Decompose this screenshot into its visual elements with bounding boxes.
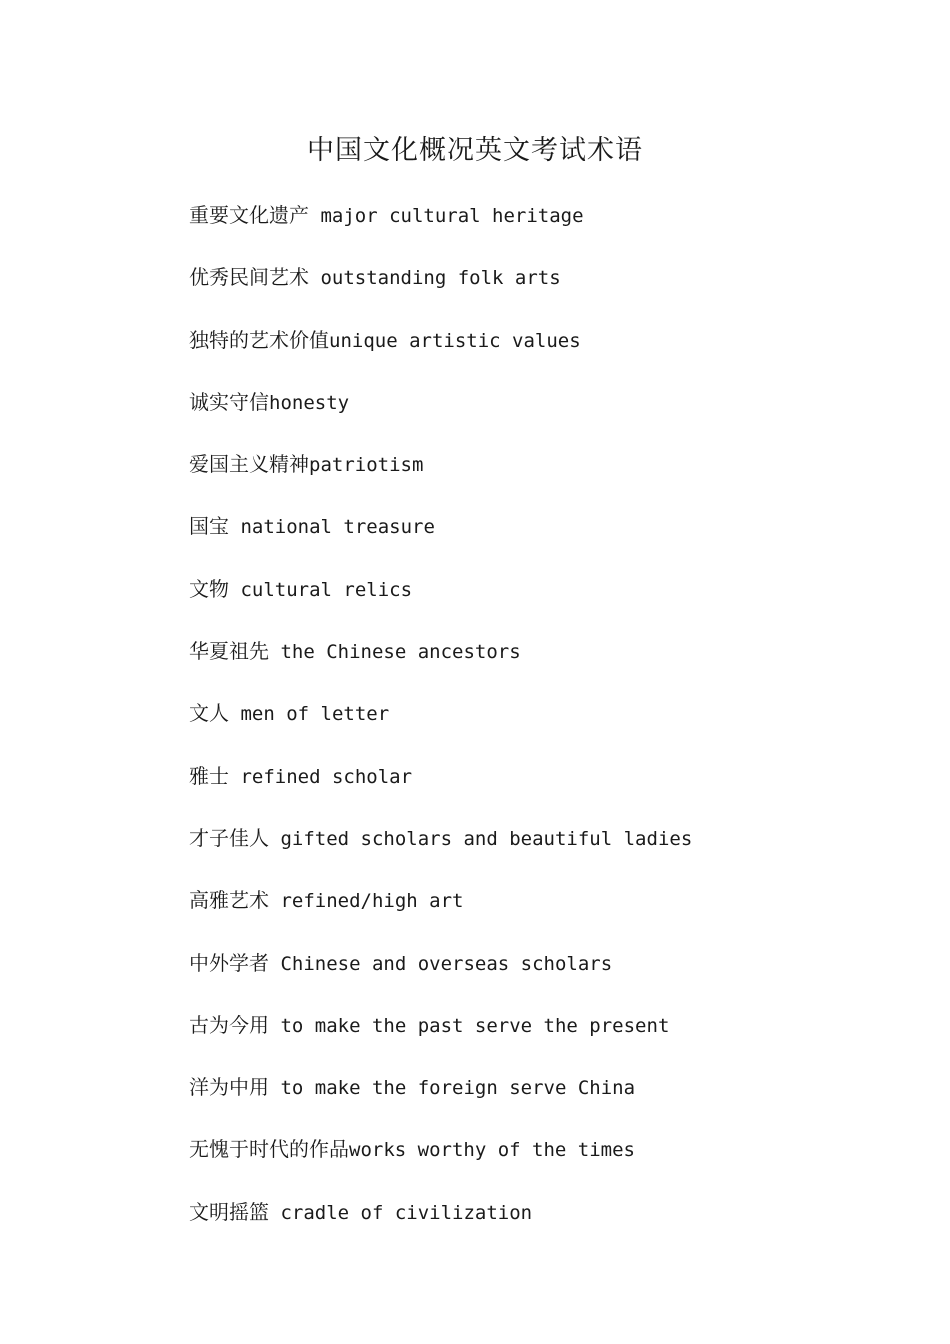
term-separator: [269, 953, 280, 975]
term-chinese: 独特的艺术价值: [189, 327, 329, 352]
term-chinese: 文物: [189, 576, 229, 601]
term-chinese: 重要文化遗产: [189, 203, 309, 227]
term-chinese: 古为今用: [189, 1012, 269, 1037]
term-english: national treasure: [240, 516, 435, 539]
term-english: honesty: [269, 391, 350, 414]
term-separator: [229, 516, 240, 538]
document-title: 中国文化概况英文考试术语: [307, 135, 643, 166]
term-separator: [269, 641, 280, 663]
term-chinese: 华夏祖先: [189, 639, 269, 664]
term-english: unique artistic values: [329, 329, 581, 352]
term-separator: [269, 828, 280, 850]
term-english: men of letter: [240, 703, 390, 726]
term-chinese: 诚实守信: [189, 389, 269, 414]
term-list: [189, 197, 909, 1256]
term-separator: [269, 1077, 280, 1099]
term-row: [189, 695, 909, 757]
term-english: outstanding folk arts: [320, 267, 561, 290]
term-english: to make the past serve the present: [280, 1014, 670, 1037]
term-chinese: 国宝: [189, 514, 229, 539]
term-chinese: 洋为中用: [189, 1075, 269, 1100]
term-chinese: 爱国主义精神: [189, 452, 309, 477]
term-chinese: 文明摇篮: [189, 1199, 269, 1224]
term-row: [189, 882, 909, 944]
term-chinese: 高雅艺术: [189, 888, 269, 913]
term-row: [189, 1069, 909, 1131]
term-separator: [309, 205, 320, 227]
term-row: [189, 322, 909, 384]
term-english: major cultural heritage: [320, 205, 584, 227]
term-separator: [269, 1015, 280, 1037]
term-english: cradle of civilization: [280, 1201, 533, 1224]
term-english: the Chinese ancestors: [280, 641, 521, 664]
term-chinese: 雅士: [189, 763, 229, 788]
term-separator: [229, 703, 240, 725]
term-english: to make the foreign serve China: [280, 1077, 636, 1100]
term-english: Chinese and overseas scholars: [280, 952, 613, 975]
term-row: [189, 1194, 909, 1256]
term-row: [189, 508, 909, 570]
term-chinese: 才子佳人: [189, 825, 269, 850]
term-english: works worthy of the times: [349, 1139, 635, 1162]
term-separator: [229, 766, 240, 788]
term-english: gifted scholars and beautiful ladies: [280, 827, 693, 850]
term-english: refined scholar: [240, 765, 413, 788]
term-english: patriotism: [309, 454, 424, 477]
term-chinese: 文人: [189, 701, 229, 726]
term-separator: [229, 579, 240, 601]
term-row: [189, 945, 909, 1007]
term-separator: [269, 890, 280, 912]
term-separator: [269, 1202, 280, 1224]
term-row: [189, 259, 909, 321]
term-chinese: 优秀民间艺术: [189, 265, 309, 290]
term-row: [189, 633, 909, 695]
term-row: [189, 446, 909, 508]
term-chinese: 无愧于时代的作品: [189, 1137, 349, 1162]
term-row: [189, 197, 909, 259]
term-separator: [309, 267, 320, 289]
term-english: refined/high art: [280, 890, 464, 913]
term-row: [189, 571, 909, 633]
term-row: [189, 1007, 909, 1069]
term-row: [189, 384, 909, 446]
term-row: [189, 820, 909, 882]
term-english: cultural relics: [240, 578, 413, 601]
term-chinese: 中外学者: [189, 950, 269, 975]
term-row: [189, 1131, 909, 1193]
term-row: [189, 758, 909, 820]
